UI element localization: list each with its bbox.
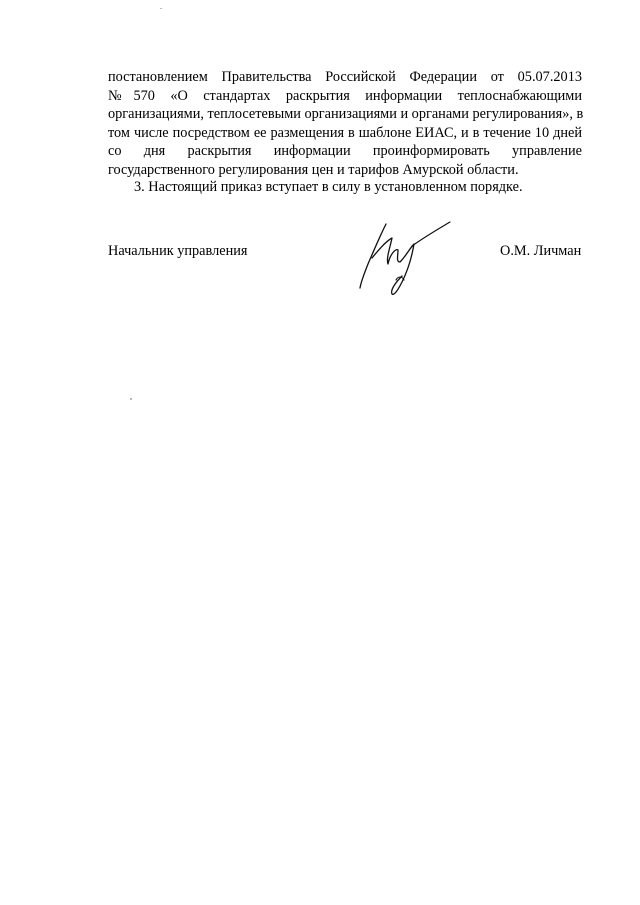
text-line: №570 «О стандартах раскрытия информации теплоснабжающими xyxy=(108,87,582,104)
handwritten-signature-icon xyxy=(352,218,458,298)
text-line: том числе посредством ее размещения в шаблоне ЕИАС, и в течение 10 дней xyxy=(108,124,582,141)
paragraph-3: 3. Настоящий приказ вступает в силу в установленном порядке. xyxy=(134,179,523,195)
text-line: государственного регулирования цен и тарифов Амурской области. xyxy=(108,161,519,178)
signatory-name: О.М. Личман xyxy=(500,243,582,259)
scan-speck xyxy=(130,398,132,400)
signatory-title: Начальник управления xyxy=(108,243,248,259)
text-line: со дня раскрытия информации проинформировать управление xyxy=(108,143,582,159)
order-text-continuation xyxy=(108,68,582,179)
text-line: постановлением Правительства Российской Федерации от 05.07.2013 xyxy=(108,69,582,85)
text-line: организациями, теплосетевыми организациями и органами регулирования», в xyxy=(108,106,584,122)
scan-speck xyxy=(160,8,162,9)
